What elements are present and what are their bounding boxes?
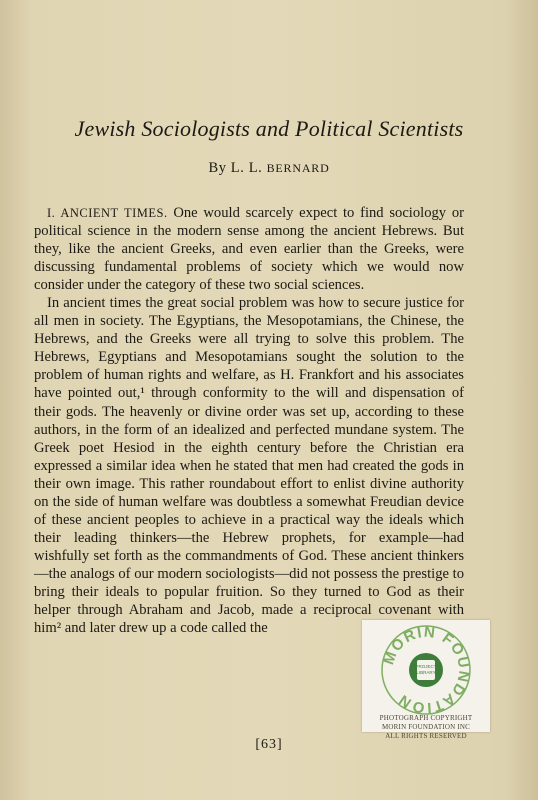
page-number: [63]: [255, 737, 283, 752]
stamp-caption-line: PHOTOGRAPH COPYRIGHT: [379, 714, 473, 722]
stamp-caption-line: MORIN FOUNDATION INC: [382, 723, 470, 731]
paragraph: [34, 294, 464, 637]
byline-prefix: By L. L.: [208, 160, 267, 176]
byline-surname: BERNARD: [266, 161, 330, 175]
stamp-caption-line: ALL RIGHTS RESERVED: [385, 732, 467, 740]
byline: [0, 160, 538, 177]
paragraph: [34, 204, 464, 294]
svg-text:PROJECT: PROJECT: [415, 664, 437, 669]
foundation-logo-icon: [380, 624, 472, 716]
copyright-stamp: [362, 620, 490, 740]
article-title: Jewish Sociologists and Political Scientists: [74, 116, 464, 141]
svg-text:LIBRARY: LIBRARY: [416, 670, 436, 675]
stamp-caption: [362, 714, 490, 741]
section-heading: I. ANCIENT TIMES.: [47, 206, 168, 220]
svg-text:MORIN FOUNDATION: MORIN FOUNDATION: [380, 624, 472, 716]
article-body: [34, 204, 464, 637]
paragraph-text: In ancient times the great social problem was how to secure justice for all men in society. The Egyptians, the Mesopotamians, the Chinese, the Hebrews, and the Greeks were all trying to solve this problem. The Hebrews, Egyptians and Mesopotamians sought the solution to the problem of human rights and welfare, as H. Frankfort and his associates have pointed out,¹ through conformity to the will and dispensation of their gods. The heavenly or divine order was set up, according to these authors, in the form of an idealized and perfected mundane system. The Greek poet Hesiod in the eighth century before the Christian era expressed a similar idea when he stated that men had created the gods in their own image. This rather roundabout effort to enlist divine authority on the side of human welfare was doubtless a somewhat Freudian device of these ancient peoples to achieve in a practical way the ideals which their leading thinkers—the Hebrew prophets, for example—had wishfully set forth as the commandments of God. These ancient thinkers—the analogs of our modern sociologists—did not possess the prestige to bring their ideals to popular fruition. So they turned to God as their helper through Abraham and Jacob, made a reciprocal covenant with him² and later drew up a code called the: [34, 295, 464, 637]
paragraph-text: One would scarcely expect to find sociology or political science in the modern sense among the ancient Hebrews. But they, like the ancient Greeks, and even earlier than the Greeks, were discussing fundamental problems of society which we would now consider under the category of these two social sciences.: [34, 205, 464, 294]
